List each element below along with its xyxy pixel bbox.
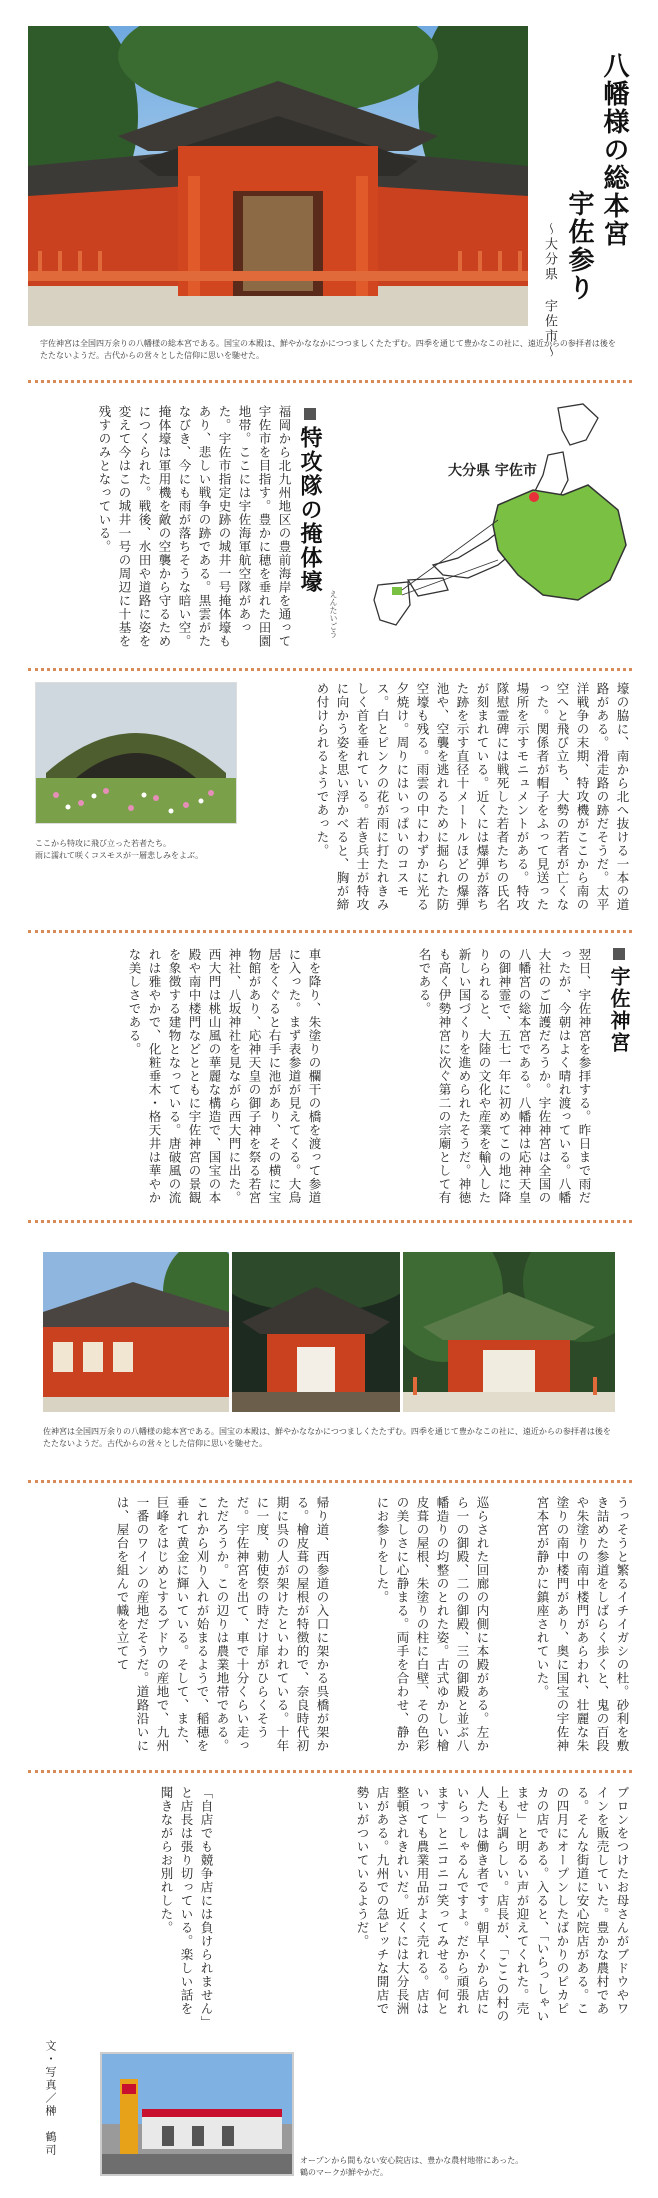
bullet-square-icon: [304, 408, 316, 420]
section3-text-a: うっそうと繁るイチイガシの杜。砂利を敷き詰めた参道をしばらく歩くと、鬼の百段や朱塗りの南中楼門があらわれ、壮麗な朱塗りの南中楼門があり、奥に国宝の宇佐神宮本宮が静かに鎮座されていた。: [535, 1496, 630, 1753]
bullet-square-icon: [613, 948, 625, 960]
photo-bunker-caption-2: 雨に濡れて咲くコスモスが一層悲しみをよぶ。: [35, 851, 204, 860]
shrine-photos-caption: 佐神宮は全国四万余りの八幡様の総本宮である。国宝の本殿は、鮮やかななかにつつましくたたずむ。四季を通じて豊かなこの社に、遠近からの参拝者は後をたたないようだ。古代からの営々とした信仰に思いを馳せた。: [43, 1427, 611, 1448]
section3-text-c: 帰り道、西参道の入口に架かる呉橋が架かる。檜皮葺の屋根が特徴的で、奈良時代初期に呉の人が架けたといわれている。十年に一度、勅使祭の時だけ扉がひらくそうだ。宇佐神宮を出て、車で十分くらい走っただろうか。この辺りは農業地帯である。これから刈り入れが始まるようで、稲穂を垂れて黄金に輝いている。そして、また、巨峰をはじめとするブドウの産地で、九州一番のワインの産地だそうだ。道路沿いには、屋台を組んで幟を立てて: [115, 1496, 330, 1753]
photo-store-caption-1: オープンから間もない安心院店は、豊かな農村地帯にあった。: [300, 2156, 524, 2165]
photo-store-caption-2: 鶴のマークが鮮やかだ。: [300, 2168, 388, 2177]
page-title: 八幡様の総本宮: [599, 52, 629, 248]
article-credit: 文・写真／榊 鶴司: [44, 2040, 57, 2157]
section2-text-b: 車を降り、朱塗りの欄干の橋を渡って参道に入った。まず表参道が見えてくる。大鳥居をくぐると右手に池があり、その横に宝物館があり、応神天皇の御子神を祭る若宮神社、八坂神社を見ながら西大門に出た。西大門は桃山風の華麗な構造で、国宝の本殿や南中楼門などとともに宇佐神宮の景観を象徴する建物となっている。唐破風の流れは雅やかで、化粧垂木・格天井は華やかな美しさである。: [127, 948, 322, 1205]
ruby-entaigo: えんたいごう: [329, 590, 338, 638]
page-subtitle: 〜大分県 宇佐市〜: [542, 222, 557, 359]
divider: [28, 1770, 632, 1773]
section2-text-a: 翌日、宇佐神宮を参拝する。昨日まで雨だったが、今朝はよく晴れ渡っている。八幡大社のご加護だろうか。宇佐神宮は全国の八幡宮の総本宮である。八幡神は応神天皇の御神霊で、五七一年に初めてこの地に降りられると、大陸の文化や産業を輸入した新しい国づくりを進められたそうだ。神徳も高く伊勢神宮に次ぐ第二の宗廟として有名である。: [417, 948, 592, 1205]
map-label: 大分県 宇佐市: [448, 463, 537, 479]
divider: [28, 1480, 632, 1483]
section1-text-b: 壕の脇に、南から北へ抜ける一本の道路がある。滑走路の跡だそうだ。太平洋戦争の末期、特攻機がここから南の空へと飛び立ち、大勢の若者が亡くなった。関係者が帽子をふって見送った場所を示すモニュメントがある。特攻隊慰霊碑には戦死した若者たちの氏名が刻まれている。近くには爆弾が落ちた跡を示す直径十メートルほどの爆弾池や、空襲を逃れるために掘られた防空壕も残る。雨雲の中にわずかに光る夕焼け。周りにはいっぱいのコスモス。白とピンクの花が雨に打たれきみしく首を垂れている。若き兵士が特攻に向かう姿を思い浮かべると、胸が締め付けられるようであった。: [315, 682, 630, 912]
photo-shrine-gate: [43, 1252, 229, 1412]
section1-text-a: 福岡から北九州地区の豊前海岸を通って宇佐市を目指す。豊かに穂を垂れた田園地帯。ここには宇佐海軍航空隊があった。宇佐市指定史跡の城井一号掩体壕もあり、悲しい戦争の跡である。黒雲がたなびき、今にも雨が落ちそうな暗い空。掩体壕は軍用機を敵の空襲から守るためにつくられた。戦後、水田や道路に姿を変えて今はこの城井一号の周辺に十基を残すのみとなっている。: [97, 405, 292, 648]
hero-photo-shrine: [28, 26, 528, 326]
section4-text-b: 「自店でも競争店には負けられません」と店長は張り切っている。楽しい話を聞きながらお別れした。: [159, 1786, 214, 2023]
section-title-kamikaze: 特攻隊の掩体壕: [296, 408, 324, 594]
japan-map: [348, 400, 633, 650]
divider: [28, 380, 632, 383]
photo-shrine-building: [232, 1252, 400, 1412]
section3-text-b: 巡らされた回廊の内側に本殿がある。左から一の御殿、二の御殿、三の御殿と並ぶ八幡造りの均整のとれた姿。古式ゆかしい檜皮葺の屋根、朱塗りの柱に白壁、その色彩の美しさに心静まる。両手を合わせ、静かにお参りをした。: [375, 1496, 490, 1753]
section-title-usa-jingu: 宇佐神宮: [606, 948, 632, 1054]
hero-caption: 宇佐神宮は全国四万余りの八幡様の総本宮である。国宝の本殿は、鮮やかななかにつつましくたたずむ。四季を通じて豊かなこの社に、遠近からの参拝者は後をたたないようだ。古代からの営々とした信仰に思いを馳せた。: [40, 339, 616, 360]
photo-bunker-caption-1: ここから特攻に飛び立った若者たち。: [35, 839, 171, 848]
divider: [28, 930, 632, 933]
section4-text-a: ブロンをつけたお母さんがブドウやワインを販売していた。豊かな農村である。そんな街道に安心院店がある。この四月にオープンしたばかりのピカピカの店である。入ると、「いらっしゃいませ」と明るい声が迎えてくれた。売上も好調らしい。店長が、「ここの村の人たちは働き者です。朝早くから店にいらっしゃるんですよ。だから頑張れます」とニコニコ笑ってみせる。何といっても農業用品がよく売れる。店は整頓されきれいだ。近くには大分長洲店がある。九州での急ピッチな開店で勢いがついているようだ。: [355, 1786, 630, 2023]
divider: [28, 1220, 632, 1223]
photo-bunker: [35, 682, 237, 824]
photo-store: [100, 2052, 294, 2176]
page-title-line2: 宇佐参り: [564, 190, 594, 302]
divider: [28, 668, 632, 671]
photo-shrine-green-roof: [403, 1252, 615, 1412]
